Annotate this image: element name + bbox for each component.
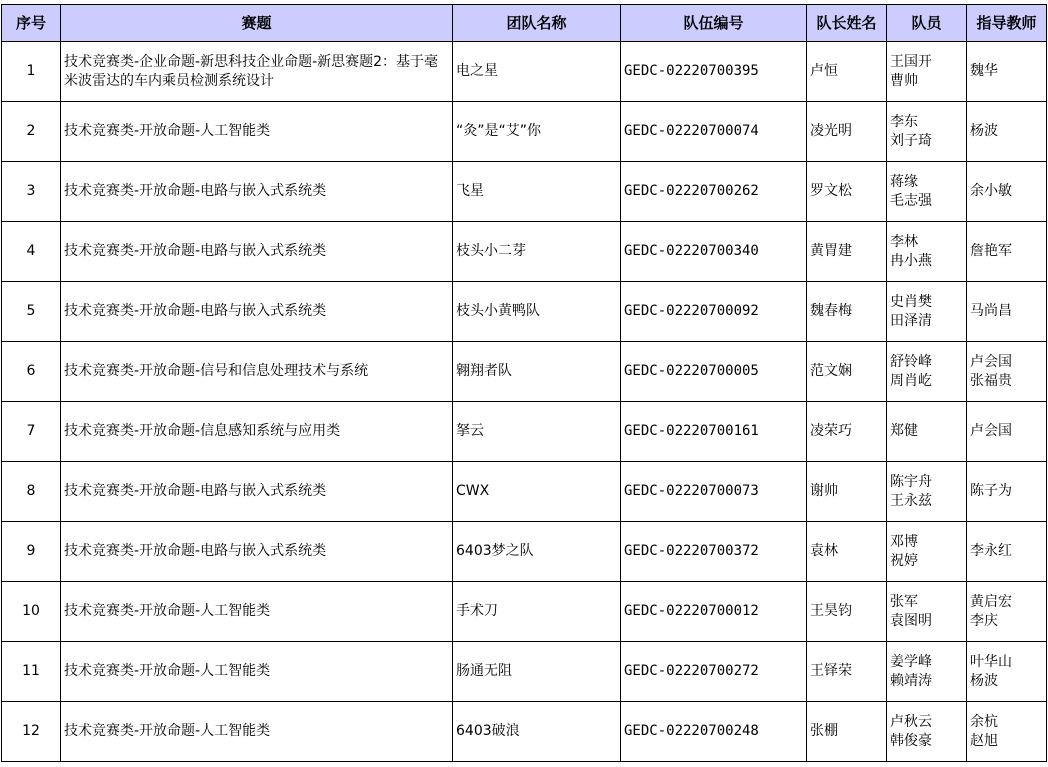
header-team-id[interactable]: 队伍编号 xyxy=(621,5,807,42)
cell-advisors[interactable] xyxy=(967,42,1047,102)
cell-members[interactable] xyxy=(887,522,967,582)
team-id-value: GEDC-02220700395 xyxy=(624,63,759,79)
captain-value: 袁林 xyxy=(810,543,838,559)
table-row xyxy=(2,402,1047,462)
advisor-name: 李庆 xyxy=(970,612,998,629)
cell-index[interactable] xyxy=(2,42,61,102)
cell-index[interactable] xyxy=(2,282,61,342)
team-id-value: GEDC-02220700272 xyxy=(624,663,759,679)
member-name: 史肖樊 xyxy=(890,293,932,310)
index-value: 3 xyxy=(26,183,36,199)
advisor-name: 杨波 xyxy=(970,672,998,689)
cell-team-name[interactable] xyxy=(453,642,621,702)
member-name: 卢秋云 xyxy=(890,713,932,730)
cell-captain[interactable] xyxy=(807,582,887,642)
index-value: 6 xyxy=(26,363,36,379)
cell-members[interactable] xyxy=(887,702,967,762)
cell-team-id[interactable] xyxy=(621,282,807,342)
cell-index[interactable] xyxy=(2,162,61,222)
advisor-name: 马尚昌 xyxy=(970,303,1012,319)
team-id-value: GEDC-02220700012 xyxy=(624,603,759,619)
cell-team-name[interactable] xyxy=(453,282,621,342)
cell-topic[interactable] xyxy=(61,462,453,522)
captain-value: 凌光明 xyxy=(810,123,852,139)
cell-members[interactable] xyxy=(887,582,967,642)
topic-value: 技术竞赛类-开放命题-人工智能类 xyxy=(64,663,271,679)
cell-captain[interactable] xyxy=(807,222,887,282)
table-row xyxy=(2,222,1047,282)
team-id-value: GEDC-02220700372 xyxy=(624,543,759,559)
cell-index[interactable] xyxy=(2,402,61,462)
cell-team-name[interactable] xyxy=(453,522,621,582)
member-name: 韩俊豪 xyxy=(890,732,932,749)
cell-team-id[interactable] xyxy=(621,162,807,222)
captain-value: 凌荣巧 xyxy=(810,423,852,439)
cell-members[interactable] xyxy=(887,642,967,702)
topic-value: 技术竞赛类-开放命题-电路与嵌入式系统类 xyxy=(64,183,327,199)
cell-index[interactable] xyxy=(2,342,61,402)
header-index[interactable]: 序号 xyxy=(2,5,61,42)
advisor-name: 陈子为 xyxy=(970,483,1012,499)
team-name-value: 手术刀 xyxy=(456,603,498,619)
cell-advisors[interactable] xyxy=(967,582,1047,642)
cell-index[interactable] xyxy=(2,462,61,522)
cell-topic[interactable] xyxy=(61,402,453,462)
member-name: 曹帅 xyxy=(890,72,918,89)
table-row xyxy=(2,282,1047,342)
cell-members[interactable] xyxy=(887,282,967,342)
cell-advisors[interactable] xyxy=(967,702,1047,762)
captain-value: 魏春梅 xyxy=(810,303,852,319)
cell-captain[interactable] xyxy=(807,162,887,222)
cell-index[interactable] xyxy=(2,582,61,642)
team-name-value: CWX xyxy=(456,483,490,499)
team-name-value: 枝头小二芽 xyxy=(456,243,526,259)
index-value: 9 xyxy=(26,543,36,559)
advisor-name: 魏华 xyxy=(970,63,998,79)
index-value: 5 xyxy=(26,303,36,319)
cell-team-name[interactable] xyxy=(453,402,621,462)
captain-value: 谢帅 xyxy=(810,483,838,499)
cell-members[interactable] xyxy=(887,342,967,402)
member-name: 李林 xyxy=(890,233,918,250)
table-row xyxy=(2,42,1047,102)
member-name: 袁图明 xyxy=(890,612,932,629)
cell-team-name[interactable] xyxy=(453,702,621,762)
index-value: 8 xyxy=(26,483,36,499)
header-advisors[interactable]: 指导教师 xyxy=(967,5,1047,42)
team-name-value: 枝头小黄鸭队 xyxy=(456,303,540,319)
cell-team-id[interactable] xyxy=(621,522,807,582)
cell-index[interactable] xyxy=(2,702,61,762)
cell-advisors[interactable] xyxy=(967,642,1047,702)
captain-value: 王昊钧 xyxy=(810,603,852,619)
team-name-value: 6403破浪 xyxy=(456,723,520,739)
index-value: 10 xyxy=(22,603,40,619)
team-id-value: GEDC-02220700074 xyxy=(624,123,759,139)
cell-team-id[interactable] xyxy=(621,402,807,462)
table-row xyxy=(2,702,1047,762)
topic-value: 技术竞赛类-开放命题-信息感知系统与应用类 xyxy=(64,423,341,439)
cell-topic[interactable] xyxy=(61,282,453,342)
cell-topic[interactable] xyxy=(61,102,453,162)
header-members[interactable]: 队员 xyxy=(887,5,967,42)
cell-team-id[interactable] xyxy=(621,462,807,522)
cell-team-id[interactable] xyxy=(621,642,807,702)
index-value: 7 xyxy=(26,423,36,439)
advisor-name: 詹艳军 xyxy=(970,243,1012,259)
cell-members[interactable] xyxy=(887,462,967,522)
team-id-value: GEDC-02220700073 xyxy=(624,483,759,499)
table-row xyxy=(2,462,1047,522)
team-id-value: GEDC-02220700092 xyxy=(624,303,759,319)
advisor-name: 杨波 xyxy=(970,123,998,139)
topic-value: 技术竞赛类-开放命题-信号和信息处理技术与系统 xyxy=(64,363,369,379)
cell-captain[interactable] xyxy=(807,522,887,582)
cell-captain[interactable] xyxy=(807,642,887,702)
cell-team-id[interactable] xyxy=(621,342,807,402)
cell-topic[interactable] xyxy=(61,582,453,642)
team-name-value: 肠通无阻 xyxy=(456,663,512,679)
member-name: 邓博 xyxy=(890,533,918,550)
topic-value: 技术竞赛类-开放命题-电路与嵌入式系统类 xyxy=(64,543,327,559)
team-name-value: 飞星 xyxy=(456,183,484,199)
team-name-value: 电之星 xyxy=(456,63,498,79)
cell-captain[interactable] xyxy=(807,282,887,342)
advisor-name: 叶华山 xyxy=(970,653,1012,670)
advisor-name: 余杭 xyxy=(970,713,998,730)
member-name: 毛志强 xyxy=(890,192,932,209)
cell-members[interactable] xyxy=(887,402,967,462)
member-name: 姜学峰 xyxy=(890,653,932,670)
header-row xyxy=(2,5,1047,42)
cell-members[interactable] xyxy=(887,162,967,222)
index-value: 11 xyxy=(22,663,40,679)
cell-index[interactable] xyxy=(2,102,61,162)
cell-team-name[interactable] xyxy=(453,102,621,162)
team-name-value: “灸”是“艾”你 xyxy=(456,123,542,139)
cell-captain[interactable] xyxy=(807,42,887,102)
cell-team-id[interactable] xyxy=(621,702,807,762)
cell-team-name[interactable] xyxy=(453,222,621,282)
team-id-value: GEDC-02220700262 xyxy=(624,183,759,199)
cell-team-name[interactable] xyxy=(453,42,621,102)
topic-value: 技术竞赛类-企业命题-新思科技企业命题-新思赛题2：基于毫米波雷达的车内乘员检测系统设计 xyxy=(64,53,439,89)
advisor-name: 张福贵 xyxy=(970,372,1012,389)
table-row xyxy=(2,102,1047,162)
table-row xyxy=(2,642,1047,702)
topic-value: 技术竞赛类-开放命题-人工智能类 xyxy=(64,723,271,739)
cell-members[interactable] xyxy=(887,102,967,162)
cell-captain[interactable] xyxy=(807,402,887,462)
captain-value: 黄胃建 xyxy=(810,243,852,259)
cell-team-id[interactable] xyxy=(621,582,807,642)
cell-topic[interactable] xyxy=(61,162,453,222)
table-row xyxy=(2,522,1047,582)
index-value: 4 xyxy=(26,243,36,259)
cell-team-name[interactable] xyxy=(453,582,621,642)
cell-advisors[interactable] xyxy=(967,222,1047,282)
cell-topic[interactable] xyxy=(61,702,453,762)
advisor-name: 赵旭 xyxy=(970,732,998,749)
cell-team-name[interactable] xyxy=(453,342,621,402)
cell-captain[interactable] xyxy=(807,702,887,762)
member-name: 王永兹 xyxy=(890,492,932,509)
cell-members[interactable] xyxy=(887,42,967,102)
cell-team-name[interactable] xyxy=(453,162,621,222)
index-value: 1 xyxy=(26,63,36,79)
cell-captain[interactable] xyxy=(807,102,887,162)
team-id-value: GEDC-02220700340 xyxy=(624,243,759,259)
index-value: 12 xyxy=(22,723,40,739)
topic-value: 技术竞赛类-开放命题-人工智能类 xyxy=(64,603,271,619)
cell-topic[interactable] xyxy=(61,642,453,702)
captain-value: 王铎荣 xyxy=(810,663,852,679)
member-name: 陈宇舟 xyxy=(890,473,932,490)
advisor-name: 卢会国 xyxy=(970,353,1012,370)
topic-value: 技术竞赛类-开放命题-电路与嵌入式系统类 xyxy=(64,243,327,259)
advisor-name: 余小敏 xyxy=(970,183,1012,199)
cell-index[interactable] xyxy=(2,522,61,582)
table-row xyxy=(2,582,1047,642)
cell-advisors[interactable] xyxy=(967,402,1047,462)
topic-value: 技术竞赛类-开放命题-电路与嵌入式系统类 xyxy=(64,483,327,499)
topic-value: 技术竞赛类-开放命题-电路与嵌入式系统类 xyxy=(64,303,327,319)
advisor-name: 李永红 xyxy=(970,543,1012,559)
cell-advisors[interactable] xyxy=(967,282,1047,342)
cell-topic[interactable] xyxy=(61,222,453,282)
index-value: 2 xyxy=(26,123,36,139)
cell-advisors[interactable] xyxy=(967,162,1047,222)
member-name: 张军 xyxy=(890,593,918,610)
cell-captain[interactable] xyxy=(807,342,887,402)
team-name-value: 翱翔者队 xyxy=(456,363,512,379)
cell-advisors[interactable] xyxy=(967,102,1047,162)
member-name: 李东 xyxy=(890,113,918,130)
team-id-value: GEDC-02220700005 xyxy=(624,363,759,379)
captain-value: 罗文松 xyxy=(810,183,852,199)
captain-value: 范文娴 xyxy=(810,363,852,379)
team-id-value: GEDC-02220700161 xyxy=(624,423,759,439)
cell-topic[interactable] xyxy=(61,42,453,102)
captain-value: 张棚 xyxy=(810,723,838,739)
header-team-name[interactable]: 团队名称 xyxy=(453,5,621,42)
header-captain[interactable]: 队长姓名 xyxy=(807,5,887,42)
cell-team-name[interactable] xyxy=(453,462,621,522)
team-id-value: GEDC-02220700248 xyxy=(624,723,759,739)
member-name: 蒋缘 xyxy=(890,173,918,190)
member-name: 舒铃峰 xyxy=(890,353,932,370)
captain-value: 卢恒 xyxy=(810,63,838,79)
member-name: 王国开 xyxy=(890,53,932,70)
cell-advisors[interactable] xyxy=(967,462,1047,522)
member-name: 周肖屹 xyxy=(890,372,932,389)
cell-team-id[interactable] xyxy=(621,42,807,102)
member-name: 赖靖涛 xyxy=(890,672,932,689)
topic-value: 技术竞赛类-开放命题-人工智能类 xyxy=(64,123,271,139)
table-row xyxy=(2,162,1047,222)
cell-topic[interactable] xyxy=(61,342,453,402)
member-name: 郑健 xyxy=(890,423,918,439)
competition-table xyxy=(1,4,1047,762)
team-name-value: 6403梦之队 xyxy=(456,543,534,559)
team-name-value: 拏云 xyxy=(456,423,484,439)
cell-advisors[interactable] xyxy=(967,342,1047,402)
cell-team-id[interactable] xyxy=(621,102,807,162)
cell-team-id[interactable] xyxy=(621,222,807,282)
cell-topic[interactable] xyxy=(61,522,453,582)
member-name: 冉小燕 xyxy=(890,252,932,269)
member-name: 田泽清 xyxy=(890,312,932,329)
member-name: 刘子琦 xyxy=(890,132,932,149)
table-row xyxy=(2,342,1047,402)
cell-index[interactable] xyxy=(2,222,61,282)
cell-captain[interactable] xyxy=(807,462,887,522)
cell-members[interactable] xyxy=(887,222,967,282)
cell-index[interactable] xyxy=(2,642,61,702)
cell-advisors[interactable] xyxy=(967,522,1047,582)
advisor-name: 卢会国 xyxy=(970,423,1012,439)
advisor-name: 黄启宏 xyxy=(970,593,1012,610)
header-topic[interactable]: 赛题 xyxy=(61,5,453,42)
member-name: 祝婷 xyxy=(890,552,918,569)
